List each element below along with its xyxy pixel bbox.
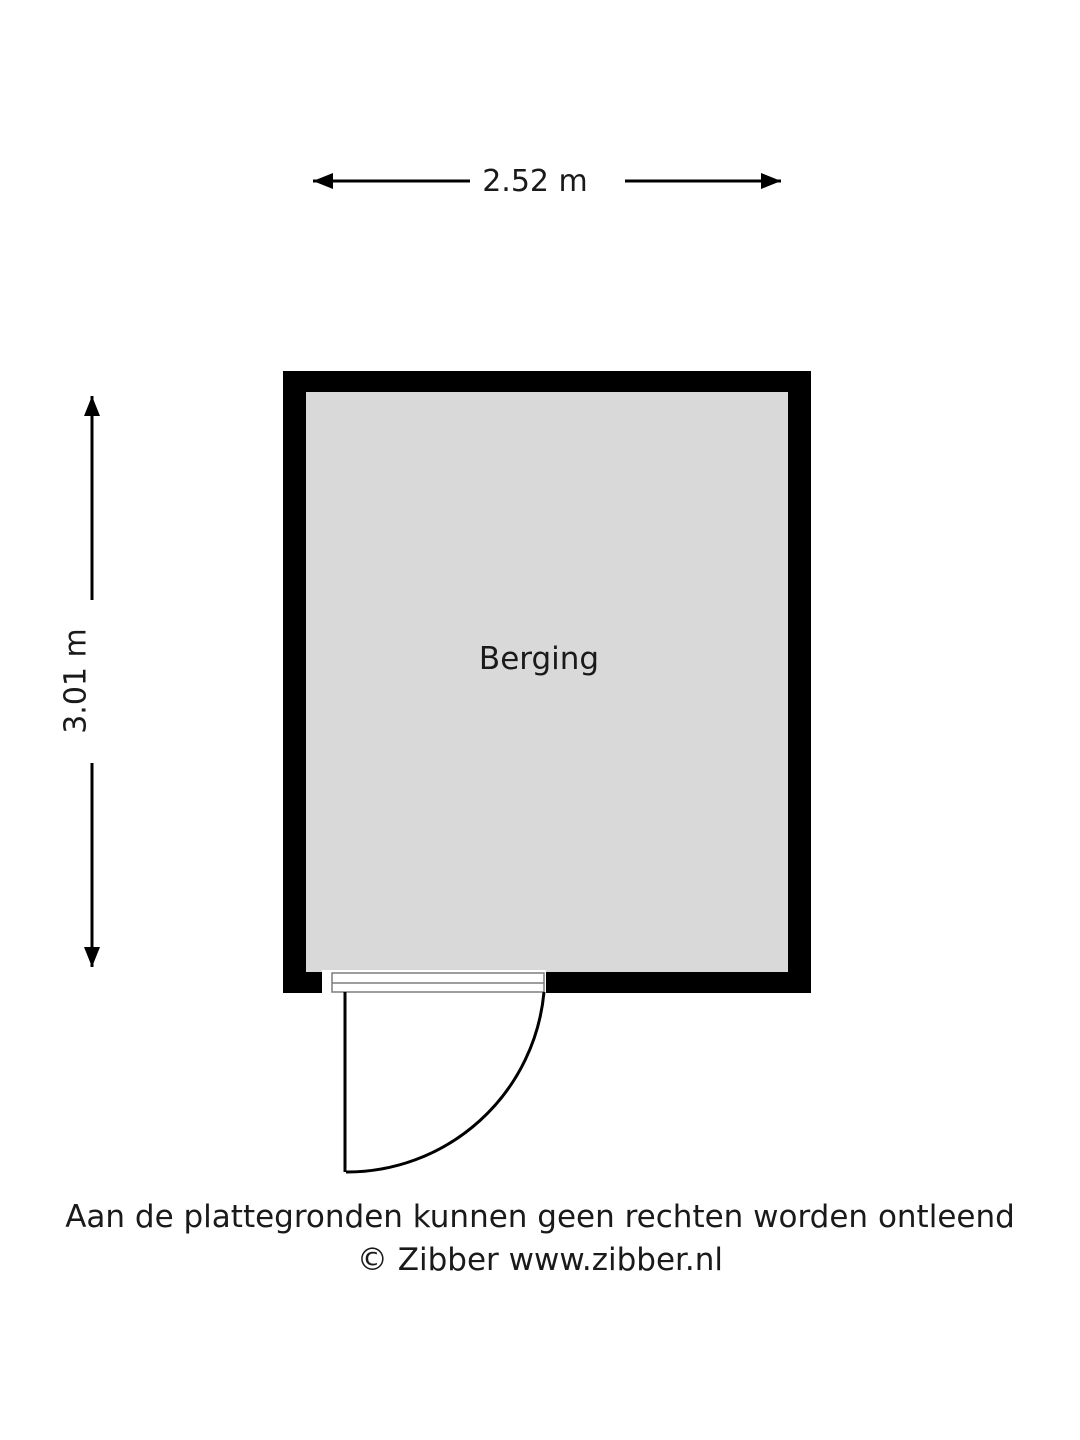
disclaimer-text [0, 1196, 1080, 1282]
dimension-width-label: 2.52 m [482, 164, 588, 199]
room-berging [283, 371, 811, 993]
dimension-height-label: 3.01 m [58, 628, 94, 734]
door-swing-icon [345, 992, 544, 1172]
room-name-label: Berging [478, 641, 600, 677]
disclaimer-line-1: Aan de plattegronden kunnen geen rechten worden ontleend [65, 1199, 1015, 1235]
copyright-line: © Zibber www.zibber.nl [356, 1242, 724, 1278]
door-opening [322, 970, 546, 996]
